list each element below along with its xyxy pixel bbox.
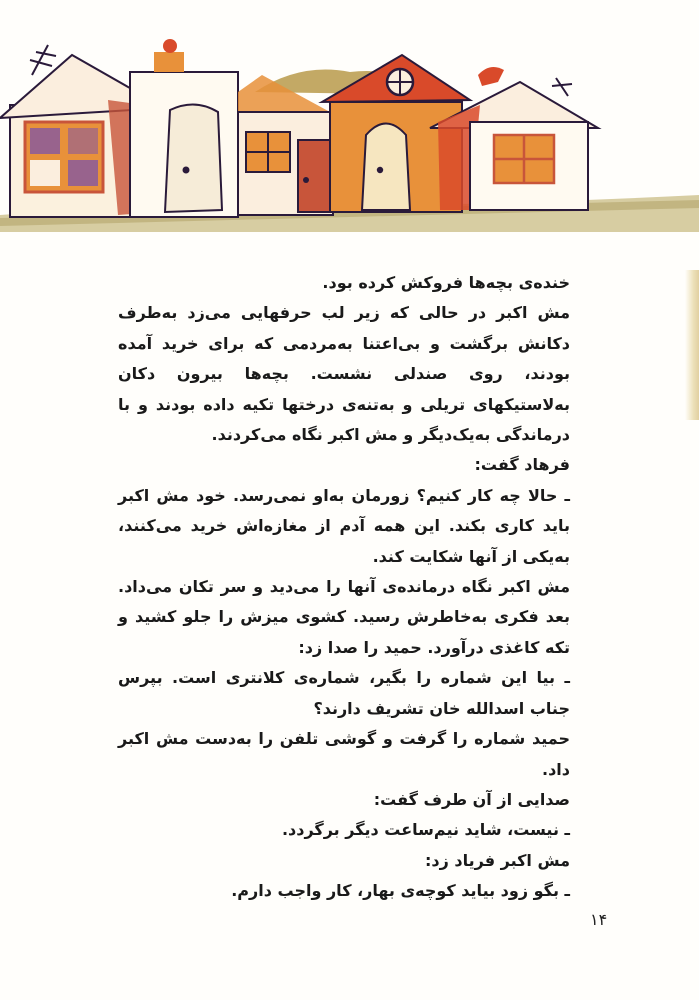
paragraph: فرهاد گفت: [474,455,570,475]
page-number: ۱۴ [590,910,608,929]
paragraph: ـ بیا این شماره را بگیر، شماره‌ی کلانتری است. بپرس جناب اسدالله خان تشریف دارند؟ [118,668,570,718]
houses-illustration [0,0,699,250]
paragraph: مش اکبر نگاه درمانده‌ی آنها را می‌دید و سر تکان می‌داد. بعد فکری به‌خاطرش رسید. کشوی میزش را جلو کشید و تکه کاغذی درآورد. حمید را صدا زد: [118,577,570,657]
paragraph: ـ بگو زود بیاید کوچه‌ی بهار، کار واجب دارم. [231,881,570,901]
story-text [118,268,570,907]
paragraph: مش اکبر در حالی که زیر لب حرفهایی می‌زد به‌طرف دکانش برگشت و بی‌اعتنا به‌مردمی که برای خرید آمده بودند، روی صندلی نشست. بچه‌ها بیرون دکان به‌لاستیکهای تریلی و به‌تنه‌ی درختها تکیه داده بودند و با درماندگی به‌یک‌دیگر و مش اکبر نگاه می‌کردند. [118,303,570,445]
paragraph: مش اکبر فریاد زد: [425,850,570,870]
paragraph: خنده‌ی بچه‌ها فروکش کرده بود. [322,273,570,292]
decorative-side-strip [685,270,699,420]
paragraph: صدایی از آن طرف گفت: [373,789,570,809]
paragraph: ـ حالا چه کار کنیم؟ زورمان به‌او نمی‌رسد. خود مش اکبر باید کاری بکند. این همه آدم از مغازه‌اش خرید می‌کنند، به‌یکی از آنها شکایت کند. [118,485,570,566]
paragraph: ـ نیست، شاید نیم‌ساعت دیگر برگردد. [281,820,570,840]
paragraph: حمید شماره را گرفت و گوشی تلفن را به‌دست مش اکبر داد. [118,729,570,779]
